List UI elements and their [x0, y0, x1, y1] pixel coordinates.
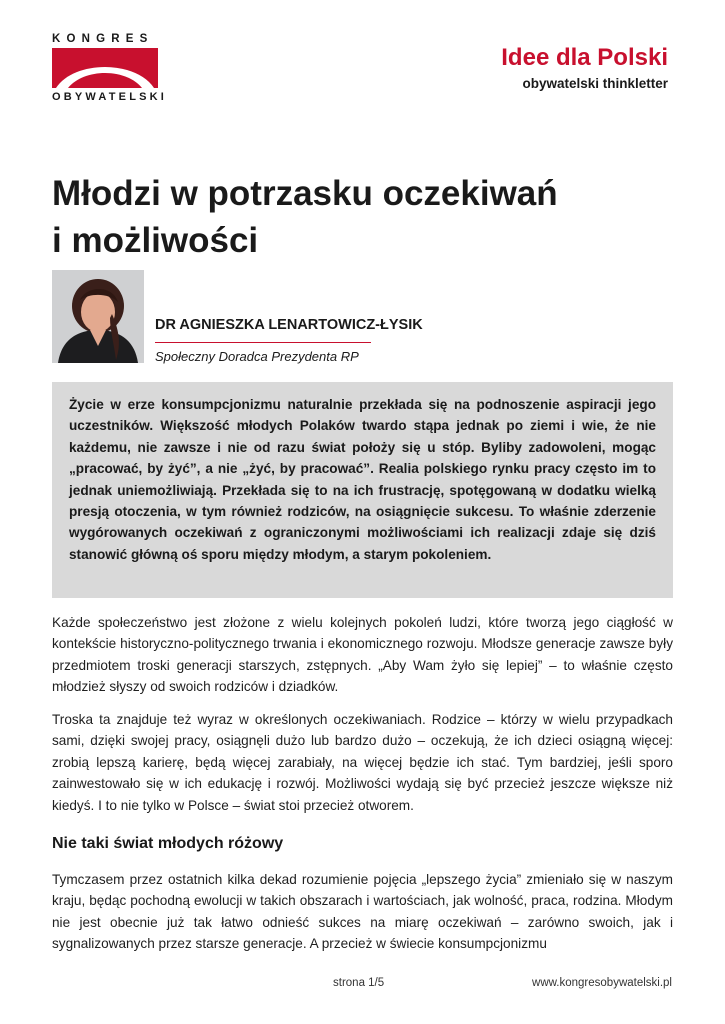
- website-link[interactable]: www.kongresobywatelski.pl: [532, 977, 672, 989]
- paragraph-3: Tymczasem przez ostatnich kilka dekad rozumienie pojęcia „lepszego życia” zmieniało się w naszym kraju, będąc pochodną ewolucji w takich obszarach i wartościach, jak wolność, praca, rodzina. Młodym nie jest obecnie już tak łatwo odnieść sukces na miarę oczekiwań – zarówno swoich, jak i sygnalizowanych przez starsze generacje. A przecież w świecie konsumpcjonizmu: [52, 872, 673, 952]
- author-portrait-icon: [52, 270, 144, 363]
- lead-text: Życie w erze konsumpcjonizmu naturalnie przekłada się na podnoszenie aspiracji jego uczestników. Większość młodych Polaków twardo stąpa jednak po ziemi i wie, że nie każdemu, nie zawsze i nie od razu świat położy się u stóp. Byliby zadowoleni, mogąc „pracować, by żyć”, a nie „żyć, by pracować”. Realia polskiego rynku pracy często im to jednak uniemożliwiają. Przekłada się to na ich frustrację, spotęgowaną w dodatku wielką presją otoczenia, w tym również rodziców, na osiągnięcie sukcesu. To właśnie zderzenie wygórowanych oczekiwań z ograniczonymi możliwościami ich realizacji zdaje się dziś stanowić główną oś sporu między młodym, a starym pokoleniem.: [69, 397, 656, 562]
- logo-arch-icon: [52, 48, 158, 88]
- section-heading: Nie taki świat młodych różowy: [52, 835, 284, 852]
- author-name: DR AGNIESZKA LENARTOWICZ-ŁYSIK: [155, 317, 423, 333]
- article-title: [52, 170, 672, 264]
- article-title-line1: Młodzi w potrzasku oczekiwań: [52, 174, 558, 213]
- kongres-logo[interactable]: [52, 33, 168, 105]
- paragraph-1: Każde społeczeństwo jest złożone z wielu kolejnych pokoleń ludzi, które tworzą jego ciągłość w kontekście historyczno-politycznego trwania i ekonomicznego rozwoju. Młodsze generacje zawsze były przedmiotem troski generacji starszych, zstępnych. „Aby Wam żyło się lepiej” – to właśnie często młodzież słyszy od swoich rodziców i dziadków.: [52, 615, 673, 695]
- author-photo: [52, 270, 144, 363]
- author-divider: [155, 342, 371, 343]
- brand-subtitle: obywatelski thinkletter: [522, 76, 668, 91]
- page-number: strona 1/5: [333, 977, 385, 989]
- lead-box: [52, 382, 673, 598]
- author-role: Społeczny Doradca Prezydenta RP: [155, 349, 359, 364]
- brand-title: Idee dla Polski: [501, 44, 668, 71]
- paragraph-2: Troska ta znajduje też wyraz w określonych oczekiwaniach. Rodzice – którzy w wielu przypadkach sami, dzięki swojej pracy, osiągnęli dużo lub bardzo dużo – oczekują, że ich dzieci osiągną więcej: zrobią lepszą karierę, będą więcej zarabiały, na więcej będzie ich stać. Tym bardziej, jeśli sporo zainwestowało się w ich edukację i rozwój. Możliwości wydają się być przecież jeszcze większe niż kiedyś. I to nie tylko w Polsce – świat stoi przecież otworem.: [52, 712, 673, 813]
- logo-top-text: KONGRES: [52, 33, 154, 45]
- logo-bottom-text: OBYWATELSKI: [52, 91, 168, 103]
- article-title-line2: i możliwości: [52, 221, 259, 260]
